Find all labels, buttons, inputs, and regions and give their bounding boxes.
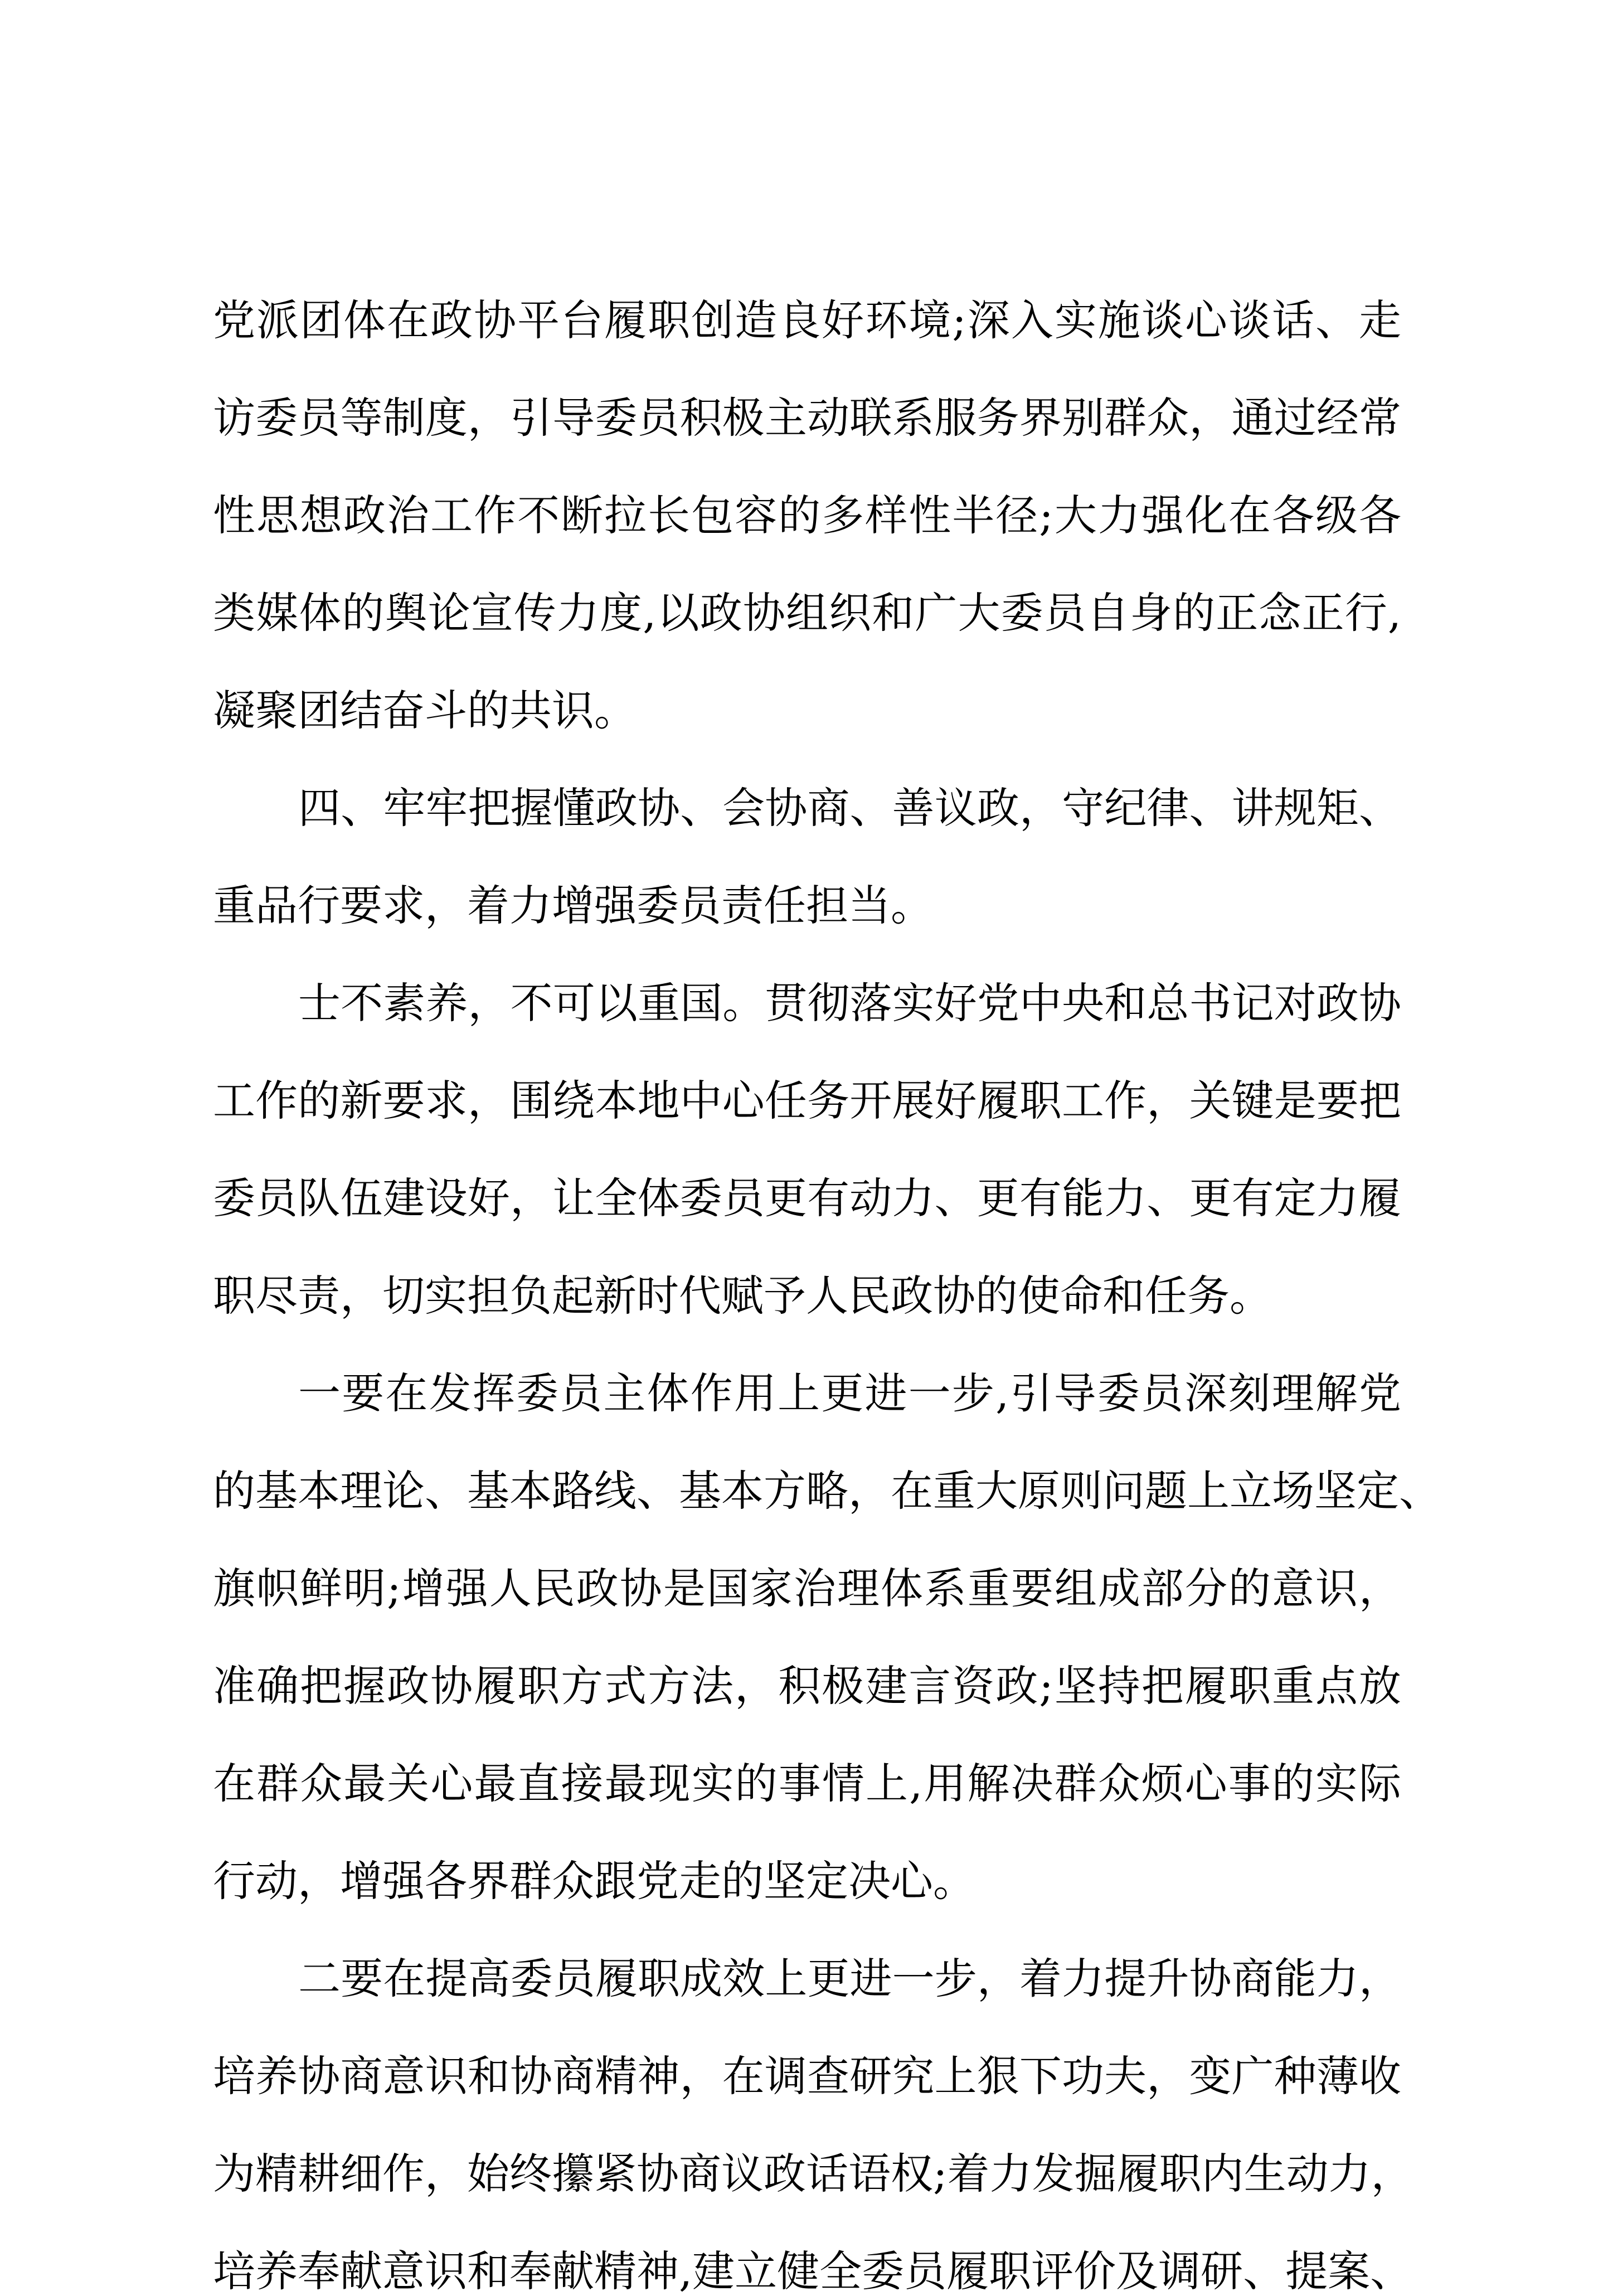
text-line: 一要在发挥委员主体作用上更进一步,引导委员深刻理解党: [298, 1368, 1401, 1418]
text-line: 士不素养，不可以重国。贯彻落实好党中央和总书记对政协: [298, 978, 1401, 1028]
section-heading-line: 重品行要求，着力增强委员责任担当。: [213, 881, 933, 930]
section-heading-line: 四、牢牢把握懂政协、会协商、善议政，守纪律、讲规矩、: [298, 783, 1401, 833]
text-line: 培养协商意识和协商精神，在调查研究上狠下功夫，变广种薄收: [213, 2051, 1401, 2101]
text-line: 二要在提高委员履职成效上更进一步，着力提升协商能力，: [298, 1954, 1401, 2003]
text-line: 在群众最关心最直接最现实的事情上,用解决群众烦心事的实际: [213, 1759, 1401, 1808]
text-line: 准确把握政协履职方式方法，积极建言资政;坚持把履职重点放: [213, 1661, 1401, 1711]
text-line: 性思想政治工作不断拉长包容的多样性半径;大力强化在各级各: [213, 491, 1401, 540]
text-line: 培养奉献意识和奉献精神,建立健全委员履职评价及调研、提案、: [213, 2246, 1413, 2296]
text-line: 类媒体的舆论宣传力度,以政协组织和广大委员自身的正念正行,: [213, 588, 1401, 638]
text-line: 的基本理论、基本路线、基本方略，在重大原则问题上立场坚定、: [213, 1466, 1441, 1516]
text-line: 委员队伍建设好，让全体委员更有动力、更有能力、更有定力履: [213, 1173, 1401, 1223]
text-line: 行动，增强各界群众跟党走的坚定决心。: [213, 1856, 975, 1906]
text-line: 职尽责，切实担负起新时代赋予人民政协的使命和任务。: [213, 1271, 1272, 1321]
text-line: 为精耕细作，始终攥紧协商议政话语权;着力发掘履职内生动力，: [213, 2149, 1413, 2198]
text-line: 党派团体在政协平台履职创造良好环境;深入实施谈心谈话、走: [213, 295, 1401, 345]
text-line: 旗帜鲜明;增强人民政协是国家治理体系重要组成部分的意识，: [213, 1564, 1401, 1613]
text-line: 访委员等制度，引导委员积极主动联系服务界别群众，通过经常: [213, 393, 1401, 443]
text-line: 工作的新要求，围绕本地中心任务开展好履职工作，关键是要把: [213, 1076, 1401, 1125]
text-line: 凝聚团结奋斗的共识。: [213, 686, 637, 735]
